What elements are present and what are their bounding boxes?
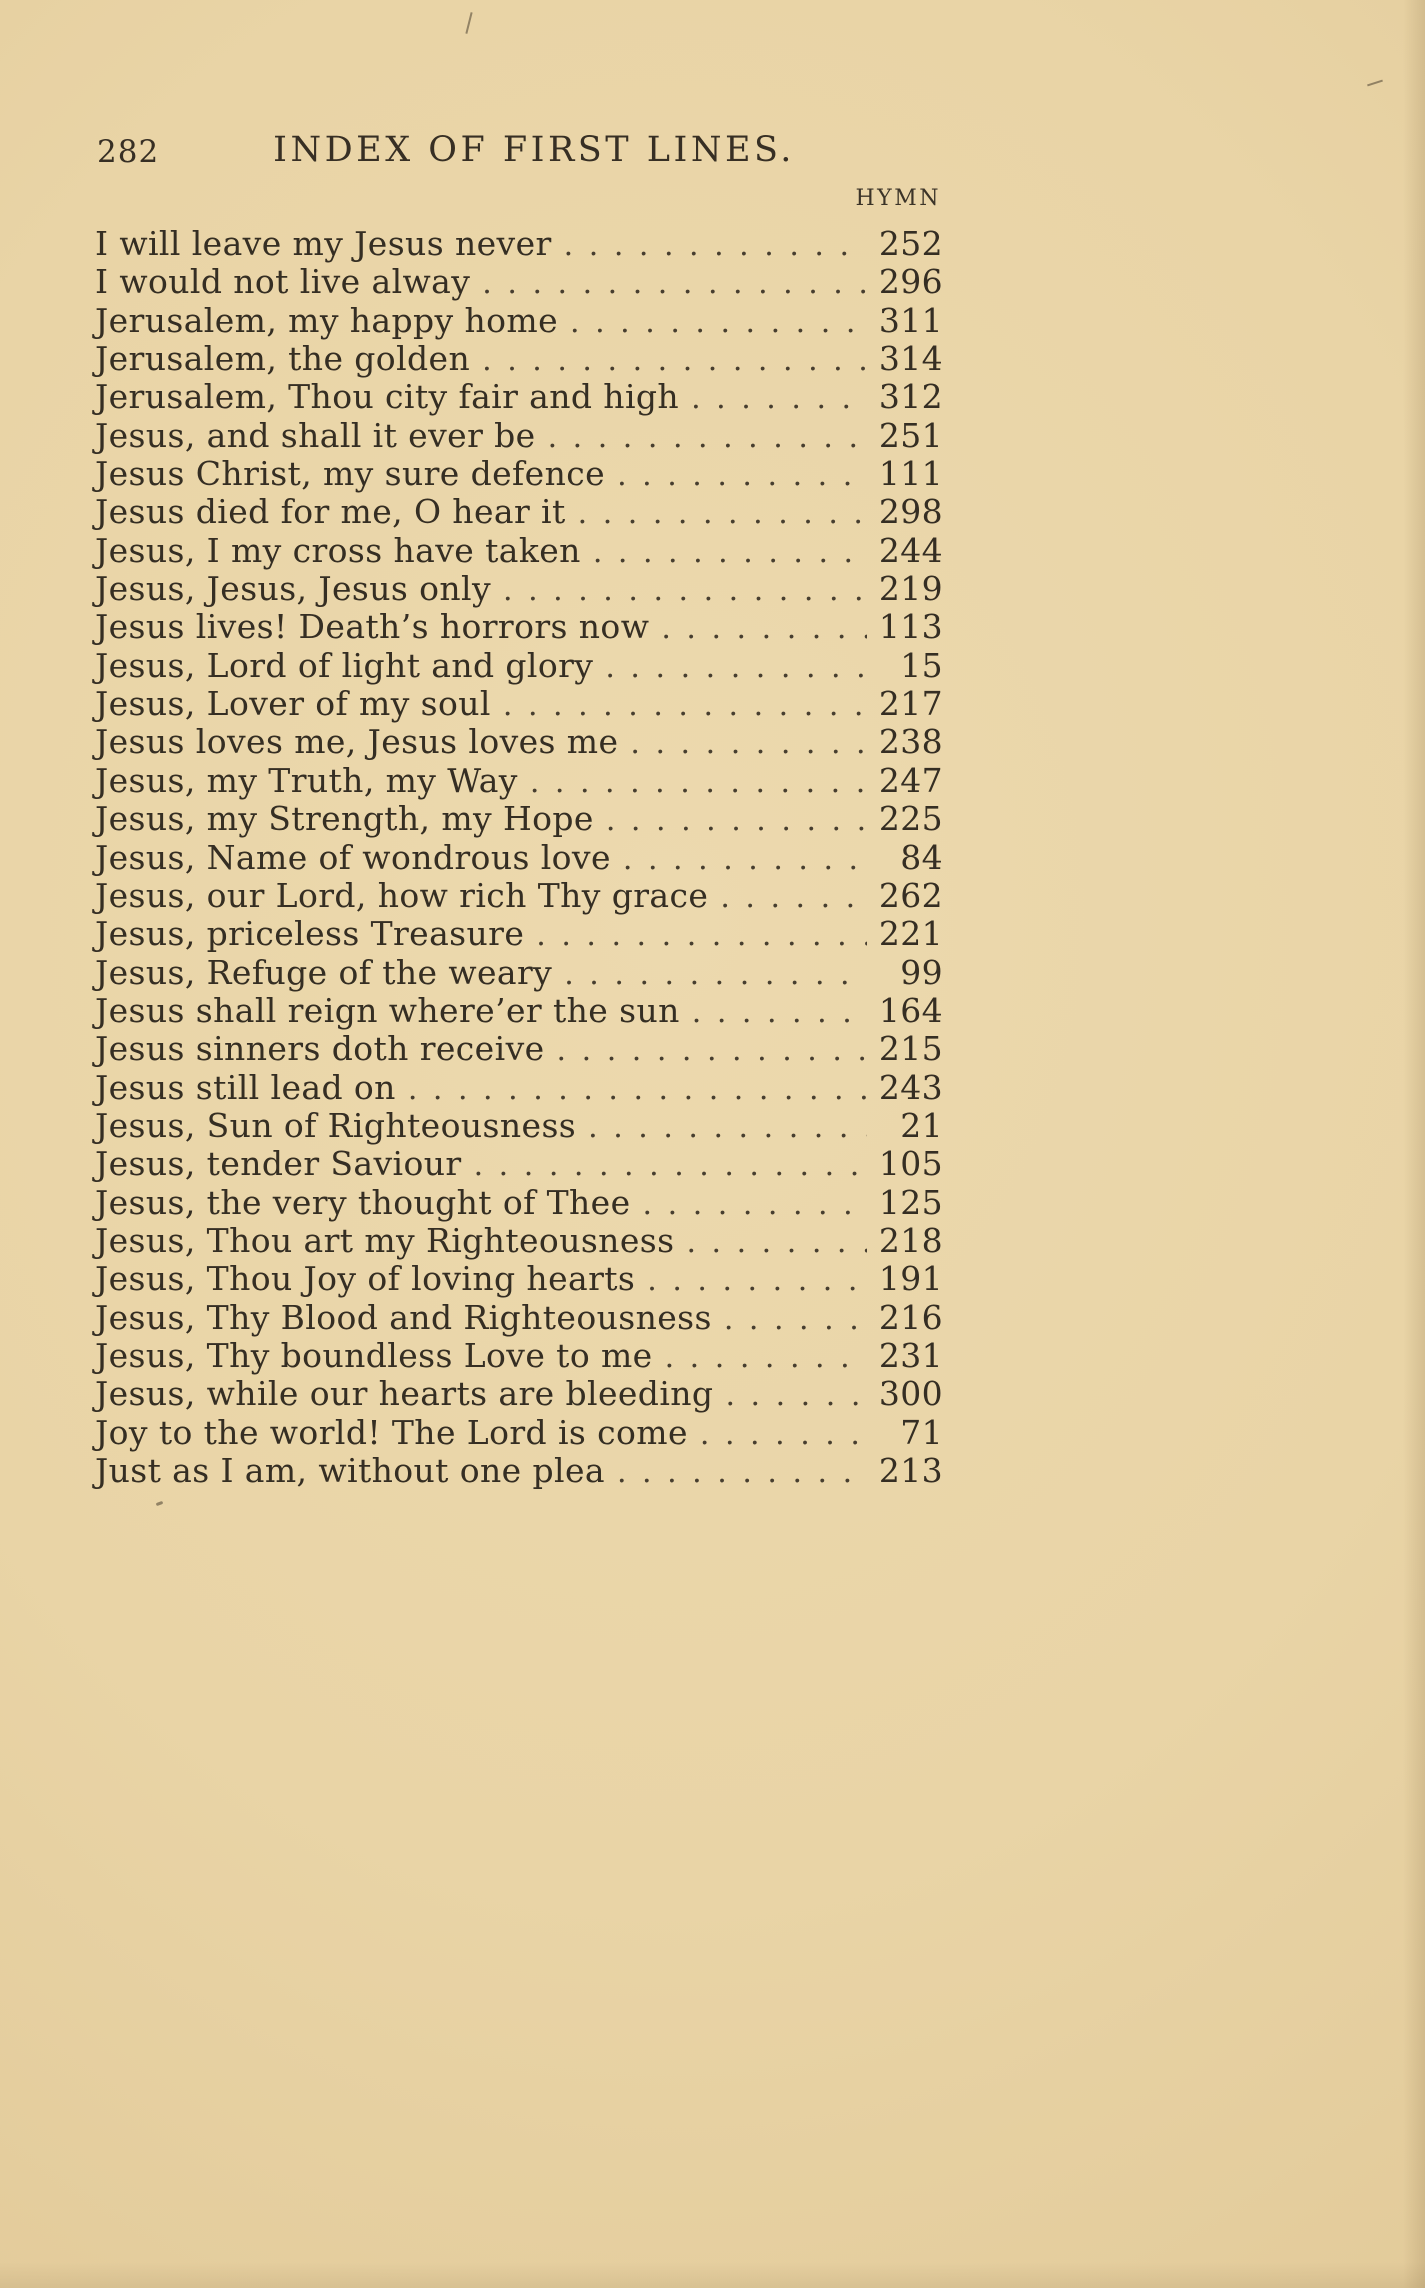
first-line-text: Jesus, Lover of my soul: [95, 684, 491, 724]
dot-leader: [617, 454, 867, 493]
hymn-number: 216: [878, 1297, 943, 1337]
hymn-number: 164: [878, 990, 943, 1030]
index-entry: [95, 914, 943, 952]
hymn-number: 99: [900, 952, 943, 992]
first-line-text: Jesus, Lord of light and glory: [95, 645, 594, 685]
index-entry: [95, 1259, 943, 1297]
index-entry: [95, 492, 943, 530]
hymn-number: 312: [878, 377, 943, 417]
hymn-number: 311: [878, 300, 943, 340]
first-line-text: Jesus, our Lord, how rich Thy grace: [95, 875, 709, 915]
hymn-number: 251: [878, 415, 943, 455]
hymn-number: 213: [878, 1451, 943, 1490]
dot-leader: [474, 1144, 867, 1183]
first-line-text: Jesus shall reign where’er the sun: [95, 990, 680, 1030]
first-line-text: Jesus, I my cross have taken: [95, 530, 581, 570]
index-entries: [95, 224, 943, 1489]
hymn-number: 298: [878, 492, 943, 532]
dot-leader: [536, 914, 867, 953]
hymn-number: 105: [878, 1144, 943, 1184]
page-number: 282: [97, 134, 160, 170]
index-entry: [95, 1106, 943, 1144]
hymn-number: 71: [900, 1412, 943, 1452]
index-entry: [95, 722, 943, 760]
first-line-text: Jerusalem, Thou city fair and high: [95, 377, 680, 417]
hymn-number: 84: [900, 837, 943, 877]
first-line-text: Jesus, my Truth, my Way: [95, 760, 518, 800]
index-entry: [95, 1068, 943, 1106]
index-entry: [95, 838, 943, 876]
first-line-text: Jesus, tender Saviour: [95, 1144, 462, 1184]
index-entry: [95, 1029, 943, 1067]
hymn-number: 221: [878, 914, 943, 954]
dot-leader: [408, 1068, 867, 1107]
first-line-text: Jesus, Jesus, Jesus only: [95, 569, 492, 609]
index-entry: [95, 224, 943, 262]
first-line-text: Jesus loves me, Jesus loves me: [95, 722, 619, 762]
first-line-text: Jesus, Sun of Righteousness: [95, 1105, 577, 1145]
first-line-text: Jesus died for me, O hear it: [95, 492, 566, 532]
dot-leader: [564, 953, 867, 992]
dot-leader: [720, 876, 867, 915]
dot-leader: [686, 1221, 867, 1260]
first-line-text: Jesus sinners doth receive: [95, 1029, 545, 1069]
index-entry: [95, 301, 943, 339]
dot-leader: [724, 1298, 867, 1337]
hymn-number: 243: [878, 1067, 943, 1107]
first-line-text: Jesus, priceless Treasure: [95, 914, 525, 954]
index-entry: [95, 454, 943, 492]
index-entry: [95, 799, 943, 837]
dot-leader: [661, 607, 867, 646]
hymn-number: 215: [878, 1029, 943, 1069]
dot-leader: [692, 991, 867, 1030]
first-line-text: Jerusalem, the golden: [95, 339, 471, 379]
dot-leader: [665, 1336, 867, 1375]
text-block: [95, 130, 943, 1489]
dot-leader: [630, 722, 867, 761]
scan-artifact: [465, 12, 472, 34]
dot-leader: [617, 1451, 867, 1490]
index-entry: [95, 569, 943, 607]
page-edge-shading-bottom: [0, 2262, 1425, 2288]
hymn-number: 15: [900, 645, 943, 685]
dot-leader: [691, 377, 867, 416]
index-entry: [95, 991, 943, 1029]
index-entry: [95, 1221, 943, 1259]
hymn-number: 219: [878, 569, 943, 609]
page-header: [95, 130, 943, 176]
index-entry: [95, 684, 943, 722]
page-edge-shading-right: [1403, 0, 1425, 2288]
dot-leader: [588, 1106, 867, 1145]
dot-leader: [605, 646, 867, 685]
hymn-number: 218: [878, 1220, 943, 1260]
dot-leader: [557, 1029, 867, 1068]
index-entry: [95, 1298, 943, 1336]
hymn-number: 225: [878, 799, 943, 839]
first-line-text: Jesus, Thy Blood and Righteousness: [95, 1297, 712, 1337]
first-line-text: Jesus Christ, my sure defence: [95, 454, 606, 494]
dot-leader: [503, 684, 867, 723]
first-line-text: Joy to the world! The Lord is come: [95, 1412, 688, 1452]
index-entry: [95, 416, 943, 454]
hymn-number: 231: [878, 1335, 943, 1375]
scan-artifact: [156, 1501, 164, 1506]
dot-leader: [623, 838, 867, 877]
dot-leader: [725, 1374, 867, 1413]
hymn-number: 238: [878, 722, 943, 762]
first-line-text: Jesus lives! Death’s horrors now: [95, 607, 650, 647]
index-entry: [95, 339, 943, 377]
first-line-text: Jesus still lead on: [95, 1067, 396, 1107]
hymn-number: 191: [878, 1259, 943, 1299]
dot-leader: [482, 262, 867, 301]
hymn-number: 247: [878, 760, 943, 800]
first-line-text: Jesus, Name of wondrous love: [95, 837, 611, 877]
first-line-text: Jesus, and shall it ever be: [95, 415, 536, 455]
first-line-text: I will leave my Jesus never: [95, 224, 552, 263]
dot-leader: [503, 569, 867, 608]
hymn-number: 125: [878, 1182, 943, 1222]
first-line-text: Jesus, the very thought of Thee: [95, 1182, 631, 1222]
hymn-number: 21: [900, 1105, 943, 1145]
first-line-text: Just as I am, without one plea: [95, 1451, 605, 1490]
index-entry: [95, 876, 943, 914]
first-line-text: Jesus, my Strength, my Hope: [95, 799, 594, 839]
first-line-text: Jesus, Thy boundless Love to me: [95, 1335, 653, 1375]
first-line-text: Jesus, Refuge of the weary: [95, 952, 553, 992]
index-entry: [95, 1451, 943, 1489]
index-entry: [95, 531, 943, 569]
hymn-number: 262: [878, 875, 943, 915]
dot-leader: [570, 301, 867, 340]
index-entry: [95, 761, 943, 799]
hymn-number: 113: [878, 607, 943, 647]
index-entry: [95, 1413, 943, 1451]
index-entry: [95, 262, 943, 300]
index-entry: [95, 1374, 943, 1412]
dot-leader: [530, 761, 867, 800]
index-entry: [95, 377, 943, 415]
page-title: INDEX OF FIRST LINES.: [273, 130, 795, 170]
hymn-number: 314: [878, 339, 943, 379]
index-entry: [95, 1183, 943, 1221]
first-line-text: Jesus, Thou art my Righteousness: [95, 1220, 675, 1260]
dot-leader: [564, 224, 867, 263]
hymn-number: 300: [878, 1374, 943, 1414]
hymn-number: 217: [878, 684, 943, 724]
hymn-number: 296: [878, 262, 943, 302]
index-entry: [95, 1144, 943, 1182]
index-entry: [95, 953, 943, 991]
dot-leader: [643, 1183, 867, 1222]
dot-leader: [578, 492, 867, 531]
index-entry: [95, 646, 943, 684]
first-line-text: I would not live alway: [95, 262, 471, 302]
scan-artifact: [1367, 80, 1383, 87]
hymn-number: 244: [878, 530, 943, 570]
column-header-hymn: HYMN: [855, 186, 941, 211]
dot-leader: [606, 799, 867, 838]
hymn-number: 252: [878, 224, 943, 263]
dot-leader: [482, 339, 867, 378]
first-line-text: Jesus, Thou Joy of loving hearts: [95, 1259, 636, 1299]
index-entry: [95, 1336, 943, 1374]
dot-leader: [700, 1413, 867, 1452]
index-entry: [95, 607, 943, 645]
first-line-text: Jesus, while our hearts are bleeding: [95, 1374, 714, 1414]
dot-leader: [647, 1259, 867, 1298]
hymn-number: 111: [878, 454, 943, 494]
dot-leader: [548, 416, 867, 455]
first-line-text: Jerusalem, my happy home: [95, 300, 559, 340]
dot-leader: [593, 531, 867, 570]
